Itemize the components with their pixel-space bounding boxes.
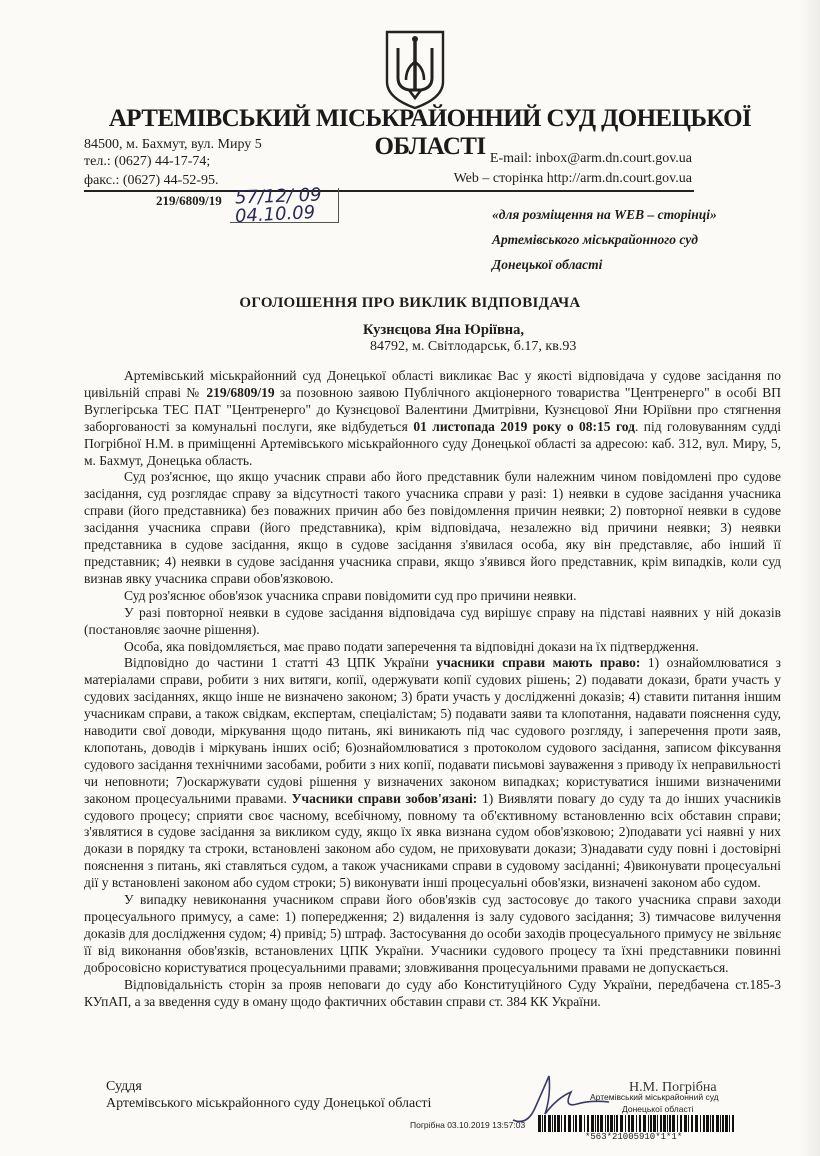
court-web: Web – сторінка http://arm.dn.court.gov.ua [453,171,692,186]
court-fax: факс.: (0627) 44-52-95. [84,173,219,188]
judge-court: Артемівського міськрайонного суду Донецької області [106,1096,432,1111]
court-address: 84500, м. Бахмут, вул. Миру 5 [84,137,262,152]
summons-text-c: . під головуванням судді Погрібної Н.М. в приміщенні Артемівського міськрайонного суду Донецької області за адресою: каб. 312, вул. Миру, 5, м. Бахмут, Донецька область. [84,418,782,468]
e-signature-timestamp: Погрібна 03.10.2019 13:57:03 [410,1120,526,1130]
court-name: АРТЕМІВСЬКИЙ МІСЬКРАЙОННИЙ СУД ДОНЕЦЬКОЇ ОБЛАСТІ [108,105,752,160]
document-title: ОГОЛОШЕННЯ ПРО ВИКЛИК ВІДПОВІДАЧА [239,295,581,311]
judge-label: Суддя [106,1079,142,1094]
placement-line-1: «для розміщення на WEB – сторінці» [492,207,717,222]
rights-intro: Відповідно до частини 1 статті 43 ЦПК України [124,655,437,671]
case-number: 219/6809/19 [156,193,222,208]
page-edge-shadow [800,0,820,1156]
e-signature-stamp-court: Артемівський міськрайонний суд [590,1092,719,1102]
paragraph-duty-notify: Суд роз'яснює обов'язок учасника справи повідомити суд про причини неявки. [124,587,577,603]
barcode-text: *563*21005910*1*1* [585,1132,683,1142]
summons-text-a: Артемівський міськрайонний суд Донецької області викликає Вас у якості відповідача у судове засідання по цивільній справі № [84,368,781,400]
rights-heading: учасники справи мають право: [436,655,641,671]
summons-text-b: за позовною заявою Публічного акціонерного товариства "Центренерго" в особі ВП Вуглегірська ТЕС ПАТ "Центренерго" до Кузнєцової Валентини Дмитрівни, Кузнєцової Яни Юріївни про стягнення заборгованості за комунальні послуги, яке відбудеться [84,384,781,434]
paragraph-repeat-absence: У разі повторної неявки в судове засідання відповідача суд вирішує справу на підставі наявних у ній доказів (постановляє заочне рішення). [84,604,781,637]
summons-case-number: 219/6809/19 [206,384,275,400]
judge-name: Н.М. Погрібна [629,1080,717,1095]
barcode-icon [538,1115,736,1132]
header-divider [84,190,694,192]
court-phone: тел.: (0627) 44-17-74; [84,154,211,169]
paragraph-summons [84,368,781,469]
paragraph-objection-right: Особа, яка повідомляється, має право подати заперечення та відповідні докази на їх підтвердження. [124,638,699,654]
handwritten-date: 04.10.09 [234,201,316,228]
paragraph-rights-duties [84,655,781,892]
handwritten-number: 57/12/ 09 [234,184,322,209]
document-body [84,368,781,1010]
paragraph-liability: Відповідальність сторін за прояв неповаги до суду або Конституційного Суду України, передбачена ст.185-3 КУпАП, а за введення суду в оману щодо фактичних обставин справи ст. 384 КК України. [84,976,781,1009]
recipient-address: 84792, м. Світлодарськ, б.17, кв.93 [370,339,577,354]
recipient-name: Кузнєцова Яна Юріївна, [363,322,525,338]
trident-emblem-icon [384,30,446,110]
placement-line-3: Донецької області [492,257,603,272]
summons-hearing-date: 01 листопада 2019 року о 08:15 год [413,418,635,434]
rights-list: 1) ознайомлюватися з матеріалами справи, робити з них витяги, копії, одержувати копії судових рішень; 2) подавати докази, брати участь у судових засіданнях, якщо інше не визначено законом; 3) брати участь у дослідженні доказів; 4) ставити питання іншим учасникам справи, а також свідкам, експертам, спеціалістам; 5) подавати заяви та клопотання, надавати пояснення суду, наводити свої доводи, міркування щодо питань, які виникають під час судового розгляду, і заперечення проти заяв, клопотань, доводів і міркувань інших осіб; 6)ознайомлюватися з протоколом судового засідання, записом фіксування судового засідання технічними засобами, робити з них копії, подавати письмові зауваження з приводу їх неправильності чи неповноти; 7)оскаржувати судові рішення у визначених законом випадках; користуватися іншими визначеними законом процесуальними правами. [84,655,782,806]
duties-heading: Учасники справи зобов'язані: [291,790,478,806]
duties-list: 1) Виявляти повагу до суду та до інших учасників судового процесу; сприяти своє часному, всебічному, повному та об'єктивному встановленню всіх обставин справи; з'являтися в судове засідання за викликом суду, якщо їх явка визнана судом обов'язковою; 2)подавати усі наявні у них докази в порядку та строки, встановлені законом або судом, не приховувати докази; 3)надавати суду повні і достовірні пояснення з питань, які ставляться судом, а також учасниками справи в судовому засіданні; 4)виконувати процесуальні дії у встановлені законом або судом строки; 5) виконувати інші процесуальні обов'язки, визначені законом або судом. [84,790,782,891]
court-email: E-mail: inbox@arm.dn.court.gov.ua [489,151,692,166]
paragraph-absence: Суд роз'яснює, що якщо учасник справи або його представник були належним чином повідомлені про судове засідання, суд розглядає справу за відсутності такого учасника справи у разі: 1) неявки в судове засідання учасника справи (його представника) без поважних причин або без повідомлення причин неявки; 2) повторної неявки в судове засідання учасника справи (його представника), крім відповідача, незалежно від причини неявки; 3) неявки представника в судове засідання, якщо в судове засідання з'явилася особа, яку він представляє, або інший її представник; 4) неявки в судове засідання учасника справи, якщо з'явився його представник, крім випадків, коли суд визнав явку учасника справи обов'язковою. [84,469,781,586]
e-signature-stamp-region: Донецької області [622,1104,694,1114]
placement-line-2: Артемівського міськрайонного суд [492,232,698,247]
paragraph-coercion: У випадку невиконання учасником справи його обов'язків суд застосовує до такого учасника справи заходи процесуального примусу, а саме: 1) попередження; 2) видалення із залу судового засідання; 3) тимчасове вилучення доказів для дослідження судом; 4) привід; 5) штраф. Застосування до особи заходів процесуального примусу не звільняє її від виконання обов'язків, встановлених ЦПК України. Учасники судового процесу та їхні представники повинні добросовісно користуватися процесуальними правами; зловживання процесуальними правами не допускається. [84,892,781,975]
